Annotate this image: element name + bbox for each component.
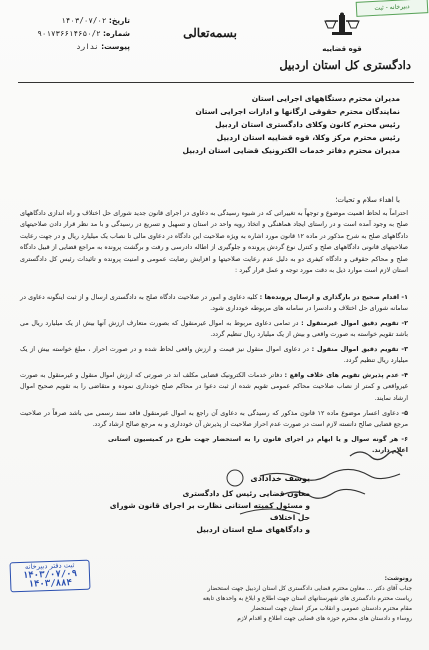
cc-line: جناب آقای دکتر ... معاون محترم قضایی دادگستری کل استان اردبیل جهت استحضار — [207, 586, 412, 592]
recipient-list — [20, 92, 400, 157]
directive-text: کلیه دعاوی و امور در صلاحیت دادگاه صلح به دادگستری ارسال و از ثبت اینگونه دعاوی در سامانه شورای حل اختلاف و دادسرا در سامانه های مربوطه خودداری شود. — [20, 293, 408, 313]
signatory-name: یوسف خدادادی — [250, 474, 310, 483]
signatory-title-line: و مسئول کمیته استانی نظارت بر اجرای قانون شورای حل اختلاف — [109, 501, 310, 522]
meta-number — [20, 29, 130, 38]
recipient-line: نمایندگان محترم حقوقی ارگانها و ادارات اجرایی استان — [195, 107, 400, 116]
directive-heading: ۲- تقویم دقیق اموال غیرمنقول : — [301, 319, 408, 327]
cc-line: مقام محترم دادستان عمومی و انقلاب مرکز استان جهت استحضار — [251, 606, 412, 612]
directive-text: در دعاوی اموال منقول نیز قیمت و ارزش واقعی لحاظ شده و در صورت احراز ، مبلغ خواسته بیش از یک میلیارد ریال تنظیم گردد. — [20, 345, 408, 365]
emblem-label: قوه قضاییه — [322, 45, 362, 53]
signatory-title — [100, 488, 310, 536]
meta-number-value: ۹۰۱۷۳۶۶۱۴۶۵۰/۲ — [37, 29, 101, 38]
meta-date-label: تاریخ: — [108, 16, 130, 25]
stamp-number: ۱۴۰۳/۰۷/۰۹ — [22, 569, 78, 581]
directive-heading: ۶- هر گونه سوال و یا ابهام در اجرای قانون را به استحضار جهت طرح در کمیسیون استانی اعلام دارند. — [108, 435, 408, 455]
header-divider — [18, 82, 414, 83]
signatory-title-line: و دادگاههای صلح استان اردبیل — [196, 525, 310, 534]
directive-heading: ۳- تقویم دقیق اموال منقول : — [311, 345, 408, 353]
cc-line: رونوشت: — [384, 576, 412, 582]
meta-date-value: ۱۴۰۳/۰۷/۰۲ — [61, 16, 107, 25]
directive-heading: ۵- — [401, 409, 408, 417]
meta-attachment-label: پیوست: — [101, 42, 130, 51]
cc-line: روساء و دادستان های محترم حوزه های قضایی جهت اطلاع و اقدام لازم — [237, 616, 412, 622]
receipt-stamp: دبیرخانه - ثبت — [356, 0, 429, 17]
meta-date — [20, 16, 130, 25]
cc-line: ریاست محترم دادگستری های شهرستانهای استان جهت اطلاع و ابلاغ به واحدهای تابعه — [202, 596, 412, 602]
directive-text: دفاتر خدمات الکترونیک قضایی مکلف اند در صورتی که ارزش اموال منقول و غیرمنقول به صورت غیرواقعی و کمتر از نصاب صلاحیت محاکم عمومی تقویم شده از ثبت دعوا در محاکم صلح خودداری نموده و متقاضی را به تقویم صحیح اموال ارشاد نمایند. — [20, 371, 408, 402]
meta-attachment-value: ندارد — [76, 42, 99, 51]
signatory-title-line: معاون قضایی رئیس کل دادگستری — [182, 489, 310, 498]
meta-number-label: شماره: — [103, 29, 130, 38]
court-title: دادگستری کل استان اردبیل — [279, 58, 411, 72]
directive-text: دعاوی اعسار موضوع ماده ۱۲ قانون مذکور که رسیدگی به دعاوی آن راجع به اموال غیرمنقول فاقد سند رسمی می باشد صرفاً در صلاحیت مرجع قضایی صالح دانسته لازم است در صورت عدم احراز صلاحیت از پذیرش آن خودداری و به مرجع صالح ارشاد گردد. — [20, 409, 408, 429]
directive-text: در تمامی دعاوی مربوط به اموال غیرمنقول که بصورت متعارف ارزش آنها بیش از یک میلیارد ریال می باشد تقویم خواسته به صورت واقعی و بیش از یک میلیارد ریال تنظیم گردد. — [20, 319, 408, 339]
directive-heading: ۱- اقدام صحیح در بارگذاری و ارسال پرونده‌ها : — [259, 293, 408, 301]
stamp-label: ثبت دفتر دبیرخانه — [24, 561, 75, 571]
carbon-copy-list — [14, 574, 412, 624]
recipient-line: مدیران محترم دفاتر خدمات الکترونیک قضایی استان اردبیل — [182, 146, 400, 155]
directive-item-3 — [20, 344, 408, 367]
directive-item-4 — [20, 370, 408, 404]
recipient-line: رئیس محترم کانون وکلای دادگستری استان اردبیل — [215, 120, 400, 129]
intro-paragraph: احتراماً به لحاظ اهمیت موضوع و توجهاً به تغییراتی که در شیوه رسیدگی به دعاوی در اجرای قانون جدید شورای حل اختلاف و راه اندازی دادگاههای صلح به وجود آمده است و در راستای ایجاد هماهنگی و اتخاذ رویه واحد در استان و تسهیل و تسریع در رسیدگی و با مد نظر قرار دادن صلاحیتهای دادگاههای صلح به شرح مذکور در ماده ۱۲ قانون مورد اشاره به ویژه صلاحیت این دادگاه در دعاوی مالی تا نصاب یک میلیارد ریال و در جهت رعایت صلاحیتهای قانونی دادگاههای صلح و کنترل نوع گردش پرونده و جلوگیری از اطاله دادرسی و رفت و برگشت پرونده به مراجع قضایی از قبیل دادگاه صلح و محاکم حقوقی و دادگاه کیفری دو به دلیل عدم رعایت صلاحیتها و افزایش رضایت عمومی و امنیت پرونده و تائیدات رئیس کل دادگستری استان لازم است موارد ذیل به دقت مورد توجه و عمل قرار گیرد : — [20, 209, 408, 275]
recipient-line: مدیران محترم دستگاههای اجرایی استان — [251, 94, 400, 103]
meta-attachment — [20, 42, 130, 51]
stamp-sub: ۱۴۰۳/۸۸۴ — [28, 578, 73, 590]
directive-item-2 — [20, 318, 408, 341]
judiciary-emblem-icon — [322, 12, 362, 42]
recipient-line: رئیس محترم مرکز وکلا، قوه قضاییه استان اردبیل — [216, 133, 400, 142]
greeting: با اهداء سلام و تحیات؛ — [335, 196, 400, 204]
directive-item-1 — [20, 292, 408, 315]
directive-item-5 — [20, 408, 408, 431]
directive-heading: ۴- عدم پذیرش تقویم های خلاف واقع : — [284, 371, 408, 379]
bismillah-heading: بسمه‌تعالی — [183, 26, 237, 40]
